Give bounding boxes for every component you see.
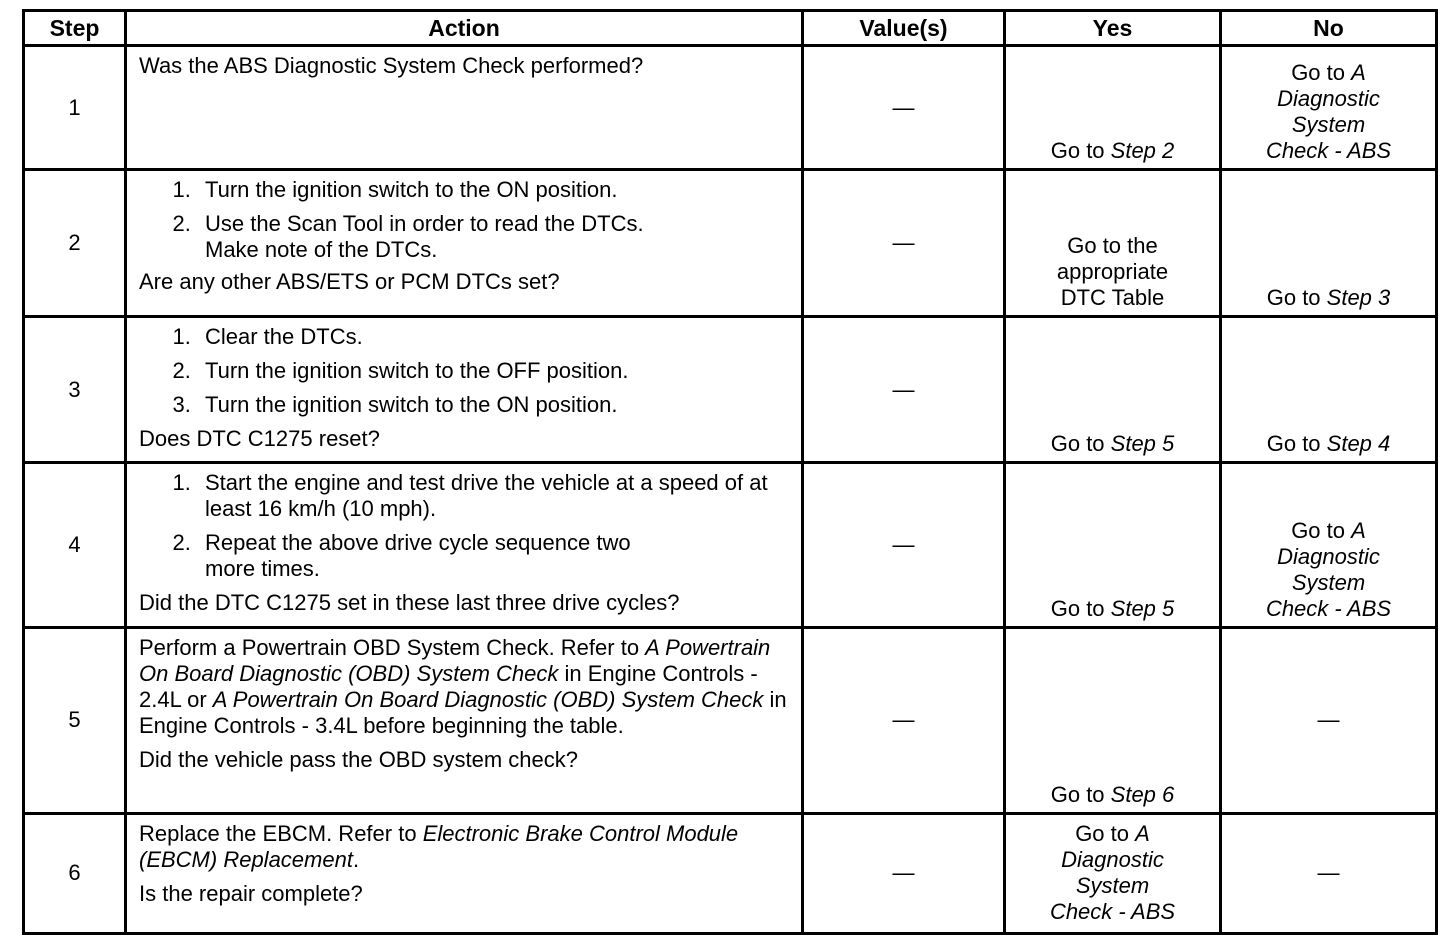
no-link-part[interactable]: A — [1351, 517, 1366, 543]
value-cell: — — [803, 813, 1005, 933]
yes-cell — [1005, 463, 1221, 628]
header-step: Step — [24, 11, 126, 46]
step-number: 2 — [24, 170, 126, 316]
action-question: Does DTC C1275 reset? — [139, 425, 380, 451]
step-number: 3 — [24, 316, 126, 462]
step-number: 4 — [24, 463, 126, 628]
yes-text: Go to — [1075, 821, 1136, 847]
action-step: 1. Turn the ignition switch to the ON position. — [197, 177, 787, 203]
no-link-part[interactable]: System — [1291, 112, 1366, 138]
no-step-link[interactable]: Step 4 — [1326, 431, 1391, 457]
action-cell — [126, 463, 803, 628]
no-link-part[interactable]: Check - ABS — [1265, 595, 1392, 621]
value-cell: — — [803, 46, 1005, 170]
action-step: 2. Turn the ignition switch to the OFF position. — [197, 358, 787, 384]
action-paragraph — [139, 635, 787, 739]
yes-link-part[interactable]: A — [1135, 821, 1150, 847]
header-row — [24, 11, 1437, 46]
table-row-step-1 — [24, 46, 1437, 170]
yes-link[interactable]: DTC Table — [1060, 284, 1165, 310]
action-step-text: Use the Scan Tool in order to read the DTCs. — [205, 211, 644, 237]
yes-step-link[interactable]: Step 6 — [1110, 781, 1175, 807]
header-yes: Yes — [1005, 11, 1221, 46]
no-cell: — — [1221, 813, 1437, 933]
action-paragraph — [139, 821, 787, 873]
no-text: Go to — [1266, 284, 1327, 310]
action-step: 1. Start the engine and test drive the vehicle at a speed of at least 16 km/h (10 mph). — [197, 470, 787, 522]
reference-link[interactable]: A Powertrain On Board Diagnostic (OBD) System Check — [139, 634, 771, 686]
yes-link-part[interactable]: Check - ABS — [1049, 899, 1176, 925]
action-cell — [126, 627, 803, 813]
yes-link-part[interactable]: Diagnostic — [1061, 847, 1164, 873]
action-steps — [139, 177, 787, 263]
yes-text: appropriate — [1056, 258, 1169, 284]
no-link-part[interactable]: System — [1291, 569, 1366, 595]
no-cell — [1221, 46, 1437, 170]
yes-cell — [1005, 813, 1221, 933]
yes-link-part[interactable]: System — [1075, 873, 1150, 899]
value-cell: — — [803, 316, 1005, 462]
header-values: Value(s) — [803, 11, 1005, 46]
action-step-cont: Make note of the DTCs. — [205, 237, 438, 263]
no-link-part[interactable]: Diagnostic — [1277, 543, 1380, 569]
action-cell — [126, 46, 803, 170]
no-link-part[interactable]: A — [1351, 60, 1366, 86]
step-number: 6 — [24, 813, 126, 933]
yes-text: Go to — [1050, 595, 1111, 621]
action-cell — [126, 316, 803, 462]
table-row-step-5 — [24, 627, 1437, 813]
no-cell — [1221, 170, 1437, 316]
yes-text: Go to — [1050, 431, 1111, 457]
yes-step-link[interactable]: Step 5 — [1110, 595, 1175, 621]
action-step: 1. Clear the DTCs. — [197, 324, 787, 350]
action-text: in Engine Controls - 2.4L or — [139, 660, 758, 712]
yes-step-link[interactable]: Step 2 — [1110, 138, 1175, 164]
action-step: 3. Turn the ignition switch to the ON position. — [197, 392, 787, 418]
action-steps — [139, 324, 787, 418]
no-cell — [1221, 316, 1437, 462]
step-number: 5 — [24, 627, 126, 813]
action-text: in Engine Controls - 3.4L before beginning the table. — [139, 686, 787, 738]
action-question: Did the DTC C1275 set in these last three drive cycles? — [139, 590, 680, 616]
value-cell: — — [803, 627, 1005, 813]
diagnostic-table — [22, 9, 1438, 935]
header-no: No — [1221, 11, 1437, 46]
action-question: Are any other ABS/ETS or PCM DTCs set? — [139, 269, 560, 295]
value-cell: — — [803, 463, 1005, 628]
action-question: Was the ABS Diagnostic System Check performed? — [139, 53, 644, 78]
no-text: Go to — [1266, 431, 1327, 457]
yes-cell — [1005, 316, 1221, 462]
yes-step-link[interactable]: Step 5 — [1110, 431, 1175, 457]
action-question: Did the vehicle pass the OBD system check? — [139, 746, 578, 772]
action-text: Perform a Powertrain OBD System Check. Refer to — [139, 634, 646, 660]
action-question: Is the repair complete? — [139, 880, 363, 906]
table-row-step-6 — [24, 813, 1437, 933]
action-text: . — [352, 846, 360, 872]
no-step-link[interactable]: Step 3 — [1326, 284, 1391, 310]
action-steps — [139, 470, 787, 582]
table-row-step-4 — [24, 463, 1437, 628]
table-row-step-3 — [24, 316, 1437, 462]
action-cell — [126, 813, 803, 933]
table-row-step-2 — [24, 170, 1437, 316]
yes-cell — [1005, 627, 1221, 813]
yes-cell — [1005, 46, 1221, 170]
no-text: Go to — [1291, 517, 1352, 543]
action-text: Replace the EBCM. Refer to — [139, 820, 423, 846]
yes-cell — [1005, 170, 1221, 316]
action-step: 2. Repeat the above drive cycle sequence two more times. — [197, 530, 787, 582]
no-link-part[interactable]: Diagnostic — [1277, 86, 1380, 112]
action-step — [197, 211, 787, 263]
no-link-part[interactable]: Check - ABS — [1265, 138, 1392, 164]
header-action: Action — [126, 11, 803, 46]
yes-text: Go to — [1050, 781, 1111, 807]
yes-text: Go to — [1050, 138, 1111, 164]
no-cell — [1221, 463, 1437, 628]
no-text: Go to — [1291, 60, 1352, 86]
action-cell — [126, 170, 803, 316]
reference-link[interactable]: Electronic Brake Control Module (EBCM) Replacement — [139, 820, 739, 872]
reference-link[interactable]: A Powertrain On Board Diagnostic (OBD) System Check — [212, 686, 764, 712]
no-cell: — — [1221, 627, 1437, 813]
yes-text: Go to the — [1067, 232, 1158, 258]
step-number: 1 — [24, 46, 126, 170]
value-cell: — — [803, 170, 1005, 316]
